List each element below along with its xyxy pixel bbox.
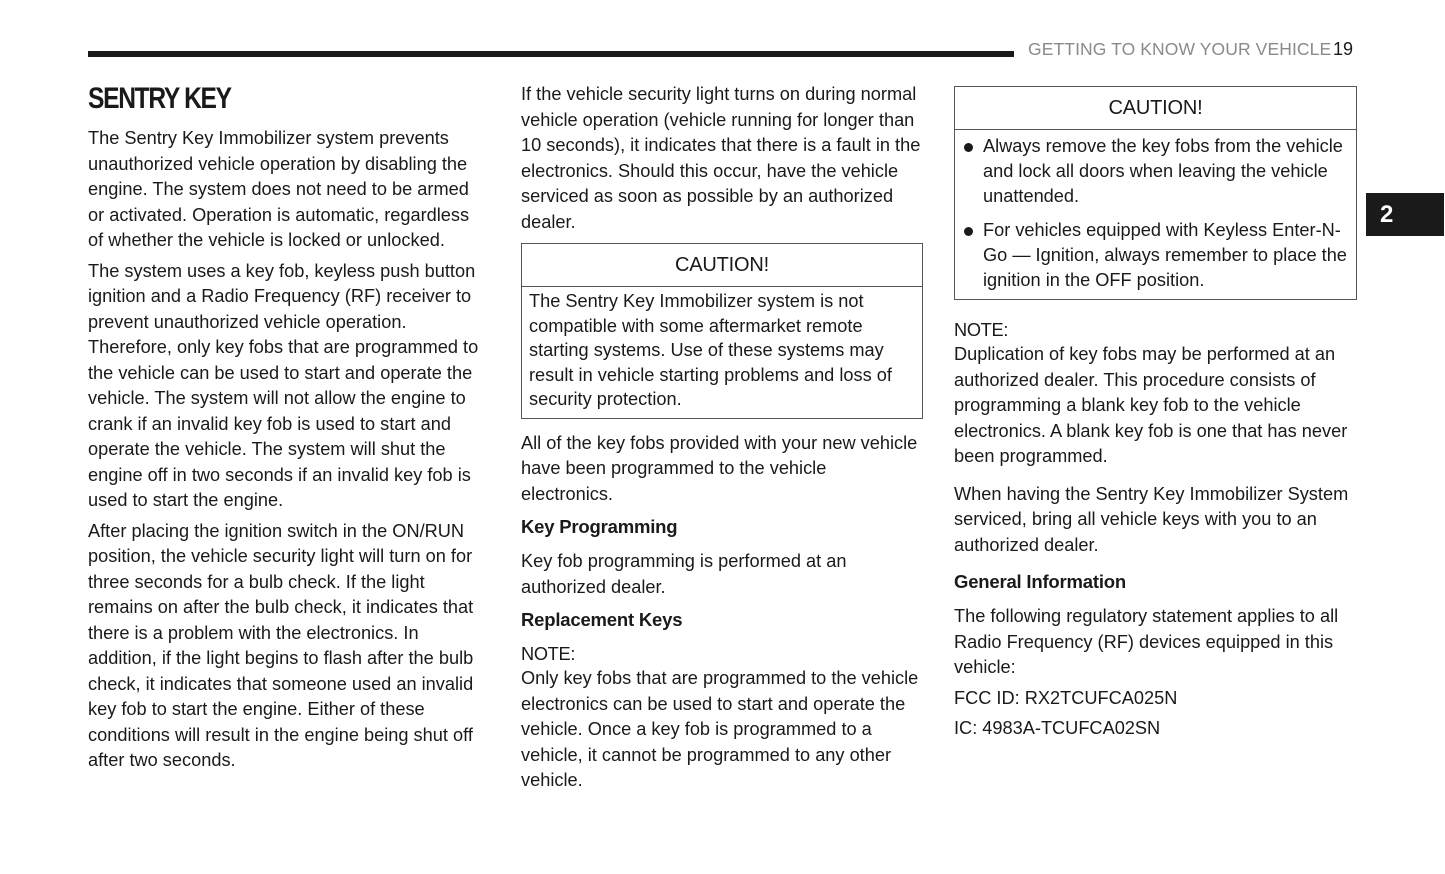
paragraph: The following regulatory statement applies to all Radio Frequency (RF) devices equipped in this vehicle: (954, 606, 1339, 677)
caution-text: The Sentry Key Immobilizer system is not compatible with some aftermarket remote starting systems. Use of these systems may result in vehicle starting problems and loss of security protection. (529, 291, 892, 409)
paragraph: The system uses a key fob, keyless push button ignition and a Radio Frequency (RF) receiver to prevent unauthorized vehicle operation. Therefore, only key fobs that are programmed to the vehicle can be used to start and operate the vehicle. The system will not allow the engine to crank if an invalid key fob is used to start and operate the vehicle. The system will shut the engine off in two seconds if an invalid key fob is used to start the engine. (88, 260, 479, 510)
list-item (961, 218, 1350, 293)
bullet-icon (964, 143, 973, 152)
fcc-id: FCC ID: RX2TCUFCA025N (954, 687, 1178, 708)
paragraph: After placing the ignition switch in the ON/RUN position, the vehicle security light will turn on for three seconds for a bulb check. If the light remains on after the bulb check, it indicates that there is a problem with the electronics. In addition, if the light begins to flash after the bulb check, it indicates that someone used an invalid key fob to start the engine. Either of these conditions will result in the engine being shut off after two seconds. (88, 520, 474, 770)
paragraph: When having the Sentry Key Immobilizer System serviced, bring all vehicle keys with you to an authorized dealer. (954, 483, 1349, 555)
running-header-title: GETTING TO KNOW YOUR VEHICLE (1028, 39, 1332, 59)
bullet-icon (964, 227, 973, 236)
paragraph: The Sentry Key Immobilizer system prevents unauthorized vehicle operation by disabling the engine. The system does not need to be armed or activated. Operation is automatic, regardless of whether the vehicle is locked or unlocked. (88, 128, 470, 250)
caution-title: CAUTION! (955, 87, 1356, 130)
subheading-replacement-keys: Replacement Keys (521, 609, 683, 630)
subheading-key-programming: Key Programming (521, 516, 678, 537)
page-number: 19 (1333, 39, 1354, 59)
paragraph: If the vehicle security light turns on during normal vehicle operation (vehicle running for longer than 10 seconds), it indicates that there is a fault in the electronics. Should this occur, have the vehicle serviced as soon as possible by an authorized dealer. (521, 84, 921, 232)
caution-list (955, 130, 1356, 299)
column-1 (88, 80, 488, 779)
section-title: SENTRY KEY (88, 82, 231, 115)
column-2 (521, 82, 923, 799)
note-label: NOTE: (521, 644, 576, 664)
caution-box (521, 243, 923, 419)
paragraph: All of the key fobs provided with your new vehicle have been programmed to the vehicle electronics. (521, 432, 918, 504)
column-3 (954, 86, 1357, 747)
ic-number: IC: 4983A-TCUFCA02SN (954, 718, 1161, 738)
caution-title: CAUTION! (522, 244, 922, 287)
list-item-text: For vehicles equipped with Keyless Enter-N-Go — Ignition, always remember to place the ignition in the OFF position. (983, 220, 1347, 290)
caution-box (954, 86, 1357, 300)
subheading-general-information: General Information (954, 571, 1126, 592)
chapter-tab: 2 (1366, 193, 1444, 236)
note-label: NOTE: (954, 320, 1009, 340)
list-item-text: Always remove the key fobs from the vehicle and lock all doors when leaving the vehicle unattended. (983, 136, 1343, 206)
list-item (961, 134, 1350, 209)
note-text: Only key fobs that are programmed to the vehicle electronics can be used to start and operate the vehicle. Once a key fob is programmed to a vehicle, it cannot be programmed to any other vehicle. (521, 668, 919, 790)
paragraph: Key fob programming is performed at an authorized dealer. (521, 551, 847, 597)
header-rule (88, 51, 1014, 57)
note-text: Duplication of key fobs may be performed at an authorized dealer. This procedure consists of programming a blank key fob to the vehicle electronics. A blank key fob is one that has never been programmed. (954, 344, 1348, 466)
